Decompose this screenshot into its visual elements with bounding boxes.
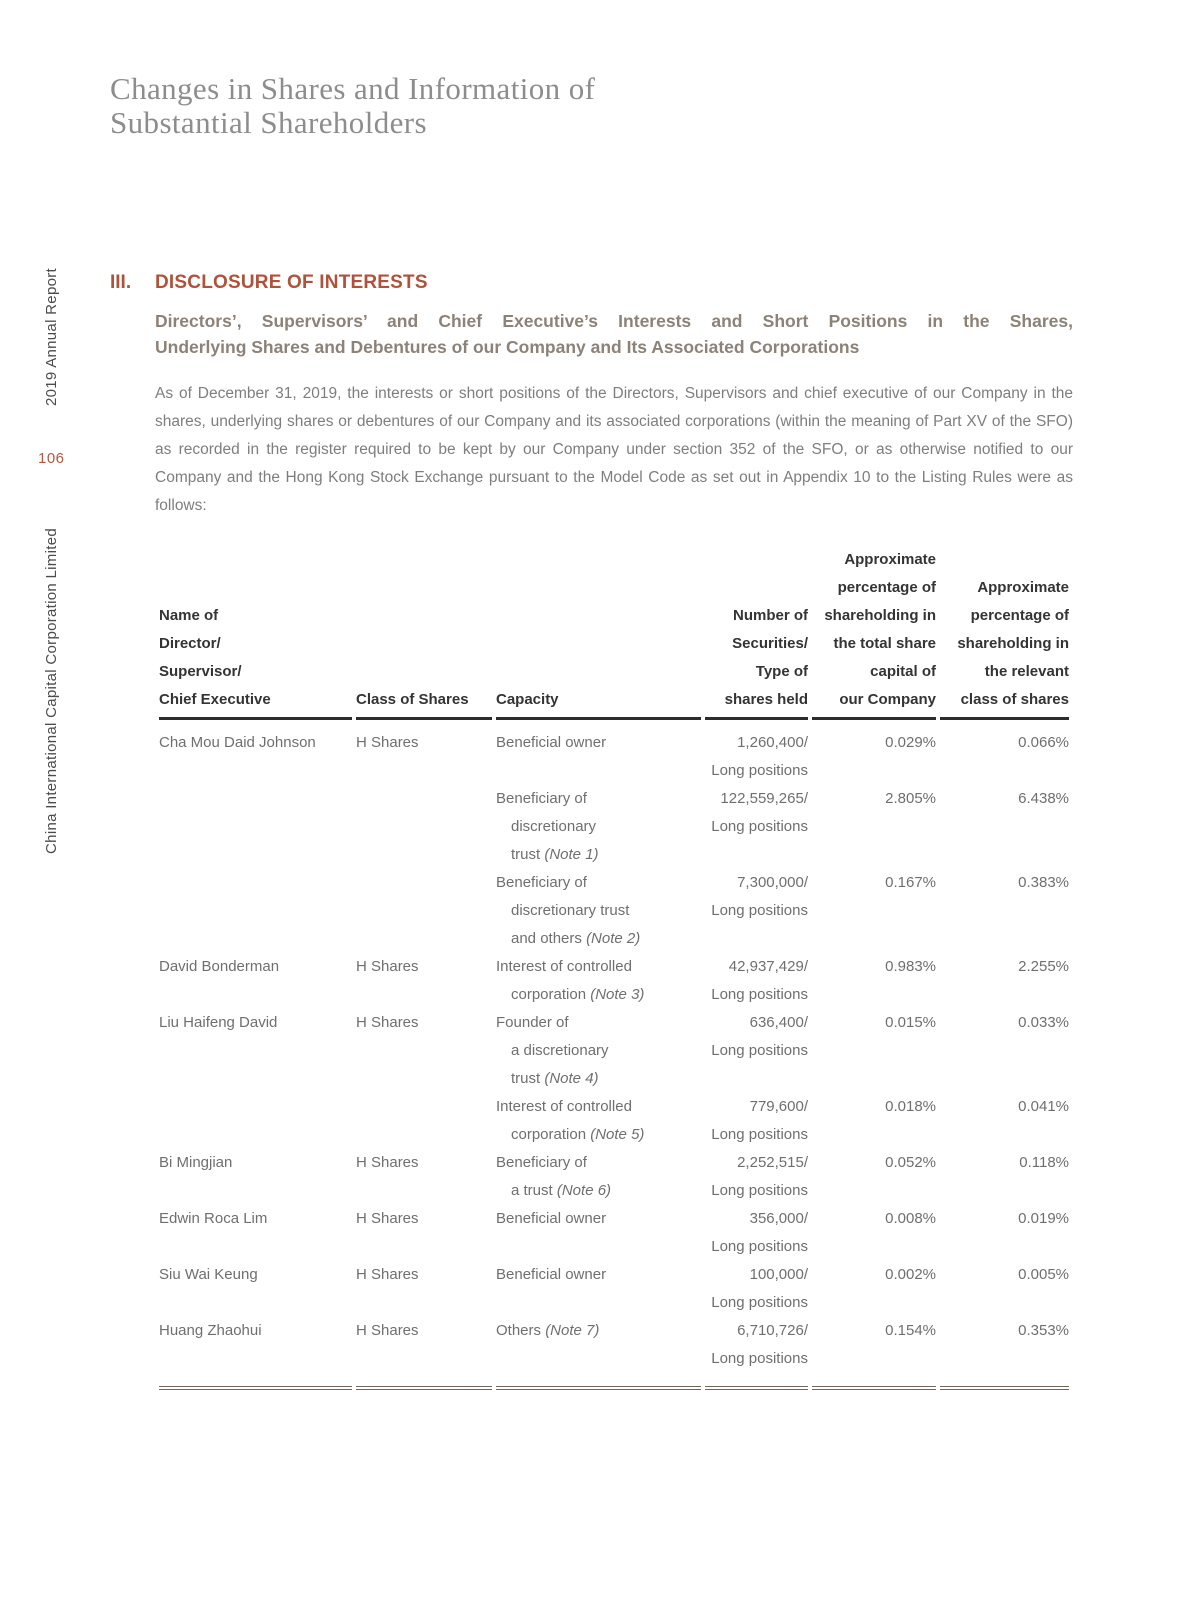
table-row <box>159 1009 1069 1093</box>
cell-line: 122,559,265/ <box>720 790 808 807</box>
securities-cell <box>705 1317 808 1390</box>
cell-line: Interest of controlled <box>496 958 632 975</box>
cell-line: Long positions <box>711 986 808 1003</box>
cell-line: Director/ <box>159 635 221 652</box>
cell-line: 2,252,515/ <box>737 1154 808 1171</box>
cell-line: Long positions <box>711 1126 808 1143</box>
pct-class-cell <box>940 1317 1069 1390</box>
cell-line: Chief Executive <box>159 691 271 708</box>
cell-line: 42,937,429/ <box>728 958 808 975</box>
cell-line: H Shares <box>356 1154 419 1171</box>
class-cell <box>356 1317 492 1390</box>
section-subheading-line-1: Directors’, Supervisors’ and Chief Executive’s Interests and Short Positions in the Shares, <box>155 311 1073 331</box>
table-header-row <box>159 546 1069 720</box>
cell-line: 6.438% <box>1018 790 1069 807</box>
cell-line: 6,710,726/ <box>737 1322 808 1339</box>
cell-line: 0.353% <box>1018 1322 1069 1339</box>
securities-cell <box>705 1261 808 1317</box>
cell-line: 2.255% <box>1018 958 1069 975</box>
pct-total-cell <box>812 1317 936 1390</box>
sidebar-report-label: 2019 Annual Report <box>43 268 60 407</box>
cell-line: Others (Note 7) <box>496 1322 600 1339</box>
pct-total-cell <box>812 785 936 869</box>
cell-line: Name of <box>159 607 219 624</box>
cell-line: H Shares <box>356 1266 419 1283</box>
cell-line: shares held <box>724 691 808 708</box>
cell-line: H Shares <box>356 958 419 975</box>
table-row <box>159 1261 1069 1317</box>
cell-line: 0.041% <box>1018 1098 1069 1115</box>
cell-line: Class of Shares <box>356 691 469 708</box>
cell-line: percentage of <box>970 607 1069 624</box>
pct-total-cell <box>812 1093 936 1149</box>
cell-line: corporation (Note 3) <box>511 986 645 1003</box>
note-reference: (Note 1) <box>544 846 599 863</box>
name-cell <box>159 1317 352 1390</box>
page-title-line-1: Changes in Shares and Information of <box>110 71 596 106</box>
cell-line: corporation (Note 5) <box>511 1126 645 1143</box>
pct-total-cell <box>812 1205 936 1261</box>
capacity-cell <box>496 785 701 869</box>
capacity-cell <box>496 1149 701 1205</box>
content-column <box>110 272 1073 1390</box>
header-cell-4 <box>705 546 808 720</box>
cell-line: 0.167% <box>885 874 936 891</box>
cell-line: our Company <box>839 691 936 708</box>
class-cell <box>356 1149 492 1205</box>
cell-line: H Shares <box>356 1014 419 1031</box>
pct-total-cell <box>812 1009 936 1093</box>
page-title-line-2: Substantial Shareholders <box>110 105 427 140</box>
page-number: 106 <box>38 450 65 467</box>
pct-total-cell <box>812 1261 936 1317</box>
name-cell <box>159 1149 352 1205</box>
cell-line: Interest of controlled <box>496 1098 632 1115</box>
cell-line: 0.383% <box>1018 874 1069 891</box>
cell-line: the total share <box>833 635 936 652</box>
table-body <box>159 720 1069 1390</box>
pct-class-cell <box>940 785 1069 869</box>
cell-line: 356,000/ <box>749 1210 808 1227</box>
cell-line: Number of <box>733 607 808 624</box>
cell-line: 0.008% <box>885 1210 936 1227</box>
name-cell <box>159 953 352 1009</box>
cell-line: 0.052% <box>885 1154 936 1171</box>
table-row <box>159 785 1069 869</box>
pct-class-cell <box>940 1009 1069 1093</box>
capacity-cell <box>496 1009 701 1093</box>
header-cell-2 <box>356 546 492 720</box>
cell-line: H Shares <box>356 1210 419 1227</box>
securities-cell <box>705 1205 808 1261</box>
cell-line: 2.805% <box>885 790 936 807</box>
intro-paragraph: As of December 31, 2019, the interests or short positions of the Directors, Supervisors and chief executive of our Company in the shares, underlying shares or debentures of our Company and its associated corporations (within the meaning of Part XV of the SFO) as recorded in the register required to be kept by our Company under section 352 of the SFO, or as otherwise notified to our Company and the Hong Kong Stock Exchange pursuant to the Model Code as set out in Appendix 10 to the Listing Rules were as follows: <box>155 385 1073 514</box>
cell-line: Bi Mingjian <box>159 1154 233 1171</box>
cell-line: Beneficiary of <box>496 874 587 891</box>
note-reference: (Note 4) <box>544 1070 599 1087</box>
capacity-cell <box>496 1205 701 1261</box>
cell-line: the relevant <box>984 663 1069 680</box>
class-cell <box>356 1261 492 1317</box>
cell-line: 779,600/ <box>749 1098 808 1115</box>
table-row <box>159 1205 1069 1261</box>
name-cell <box>159 785 352 869</box>
cell-line: Long positions <box>711 1182 808 1199</box>
cell-line: Edwin Roca Lim <box>159 1210 268 1227</box>
header-cell-3 <box>496 546 701 720</box>
cell-line: 636,400/ <box>749 1014 808 1031</box>
cell-line: class of shares <box>960 691 1069 708</box>
class-cell <box>356 953 492 1009</box>
cell-line: H Shares <box>356 1322 419 1339</box>
pct-total-cell <box>812 1149 936 1205</box>
securities-cell <box>705 869 808 953</box>
header-cell-1 <box>159 546 352 720</box>
note-reference: (Note 2) <box>586 930 641 947</box>
cell-line: Long positions <box>711 762 808 779</box>
pct-class-cell <box>940 1261 1069 1317</box>
cell-line: shareholding in <box>957 635 1069 652</box>
securities-cell <box>705 785 808 869</box>
cell-line: David Bonderman <box>159 958 280 975</box>
securities-cell <box>705 953 808 1009</box>
cell-line: 0.066% <box>1018 734 1069 751</box>
cell-line: Long positions <box>711 818 808 835</box>
cell-line: Beneficiary of <box>496 790 587 807</box>
capacity-cell <box>496 1093 701 1149</box>
pct-class-cell <box>940 869 1069 953</box>
note-reference: (Note 6) <box>556 1182 612 1199</box>
cell-line: 0.118% <box>1019 1154 1069 1171</box>
name-cell <box>159 1205 352 1261</box>
securities-cell <box>705 1009 808 1093</box>
cell-line: 1,260,400/ <box>737 734 808 751</box>
cell-line: Beneficiary of <box>496 1154 587 1171</box>
securities-cell <box>705 1093 808 1149</box>
cell-line: Founder of <box>496 1014 569 1031</box>
section-number: III. <box>110 272 132 293</box>
name-cell <box>159 720 352 785</box>
cell-line: percentage of <box>837 579 936 596</box>
cell-line: trust (Note 1) <box>511 846 599 863</box>
pct-total-cell <box>812 869 936 953</box>
pct-class-cell <box>940 953 1069 1009</box>
section-subheading-line-2: Underlying Shares and Debentures of our Company and Its Associated Corporations <box>155 337 860 357</box>
cell-line: Supervisor/ <box>159 663 242 680</box>
pct-class-cell <box>940 1149 1069 1205</box>
cell-line: 0.983% <box>885 958 936 975</box>
name-cell <box>159 1009 352 1093</box>
header-cell-5 <box>812 546 936 720</box>
capacity-cell <box>496 953 701 1009</box>
cell-line: 0.005% <box>1018 1266 1069 1283</box>
name-cell <box>159 869 352 953</box>
cell-line: 0.015% <box>885 1014 936 1031</box>
cell-line: and others (Note 2) <box>511 930 641 947</box>
cell-line: Beneficial owner <box>496 734 607 751</box>
cell-line: 0.154% <box>885 1322 936 1339</box>
cell-line: H Shares <box>356 734 419 751</box>
capacity-cell <box>496 1317 701 1390</box>
capacity-cell <box>496 869 701 953</box>
class-cell <box>356 869 492 953</box>
class-cell <box>356 1205 492 1261</box>
name-cell <box>159 1261 352 1317</box>
cell-line: Long positions <box>711 1350 808 1367</box>
cell-line: 100,000/ <box>749 1266 808 1283</box>
table-row <box>159 720 1069 785</box>
cell-line: a trust (Note 6) <box>511 1182 612 1199</box>
cell-line: 0.002% <box>885 1266 936 1283</box>
cell-line: capital of <box>870 663 936 680</box>
table-row <box>159 869 1069 953</box>
note-reference: (Note 3) <box>590 986 645 1003</box>
cell-line: discretionary trust <box>511 902 630 919</box>
cell-line: Type of <box>755 663 808 680</box>
cell-line: shareholding in <box>824 607 936 624</box>
pct-class-cell <box>940 1205 1069 1261</box>
pct-total-cell <box>812 720 936 785</box>
header-cell-6 <box>940 546 1069 720</box>
cell-line: Approximate <box>977 579 1069 596</box>
cell-line: 0.029% <box>885 734 936 751</box>
note-reference: (Note 7) <box>545 1322 600 1339</box>
cell-line: Long positions <box>711 1238 808 1255</box>
securities-cell <box>705 1149 808 1205</box>
cell-line: discretionary <box>511 818 597 835</box>
cell-line: Approximate <box>844 551 936 568</box>
cell-line: Liu Haifeng David <box>159 1014 278 1031</box>
name-cell <box>159 1093 352 1149</box>
cell-line: Long positions <box>711 1042 808 1059</box>
table-row <box>159 1093 1069 1149</box>
class-cell <box>356 1093 492 1149</box>
page-title <box>110 72 810 140</box>
cell-line: Securities/ <box>732 635 808 652</box>
sidebar-company-label: China International Capital Corporation Limited <box>43 528 60 854</box>
table-row <box>159 953 1069 1009</box>
pct-class-cell <box>940 1093 1069 1149</box>
pct-class-cell <box>940 720 1069 785</box>
cell-line: Long positions <box>711 1294 808 1311</box>
cell-line: 0.018% <box>885 1098 936 1115</box>
cell-line: Beneficial owner <box>496 1210 607 1227</box>
capacity-cell <box>496 1261 701 1317</box>
securities-cell <box>705 720 808 785</box>
section-subheading <box>155 308 1073 360</box>
note-reference: (Note 5) <box>590 1126 645 1143</box>
cell-line: Huang Zhaohui <box>159 1322 262 1339</box>
cell-line: 7,300,000/ <box>737 874 808 891</box>
pct-total-cell <box>812 953 936 1009</box>
table-row <box>159 1317 1069 1390</box>
section-heading <box>110 272 1073 294</box>
section-title: DISCLOSURE OF INTERESTS <box>155 272 428 293</box>
cell-line: Long positions <box>711 902 808 919</box>
cell-line: trust (Note 4) <box>511 1070 599 1087</box>
cell-line: 0.019% <box>1018 1210 1069 1227</box>
class-cell <box>356 1009 492 1093</box>
class-cell <box>356 720 492 785</box>
cell-line: Beneficial owner <box>496 1266 607 1283</box>
cell-line: Cha Mou Daid Johnson <box>159 734 316 751</box>
capacity-cell <box>496 720 701 785</box>
cell-line: a discretionary <box>511 1042 609 1059</box>
cell-line: 0.033% <box>1018 1014 1069 1031</box>
table-row <box>159 1149 1069 1205</box>
interests-table <box>155 546 1073 1390</box>
cell-line: Capacity <box>496 691 559 708</box>
cell-line: Siu Wai Keung <box>159 1266 258 1283</box>
class-cell <box>356 785 492 869</box>
